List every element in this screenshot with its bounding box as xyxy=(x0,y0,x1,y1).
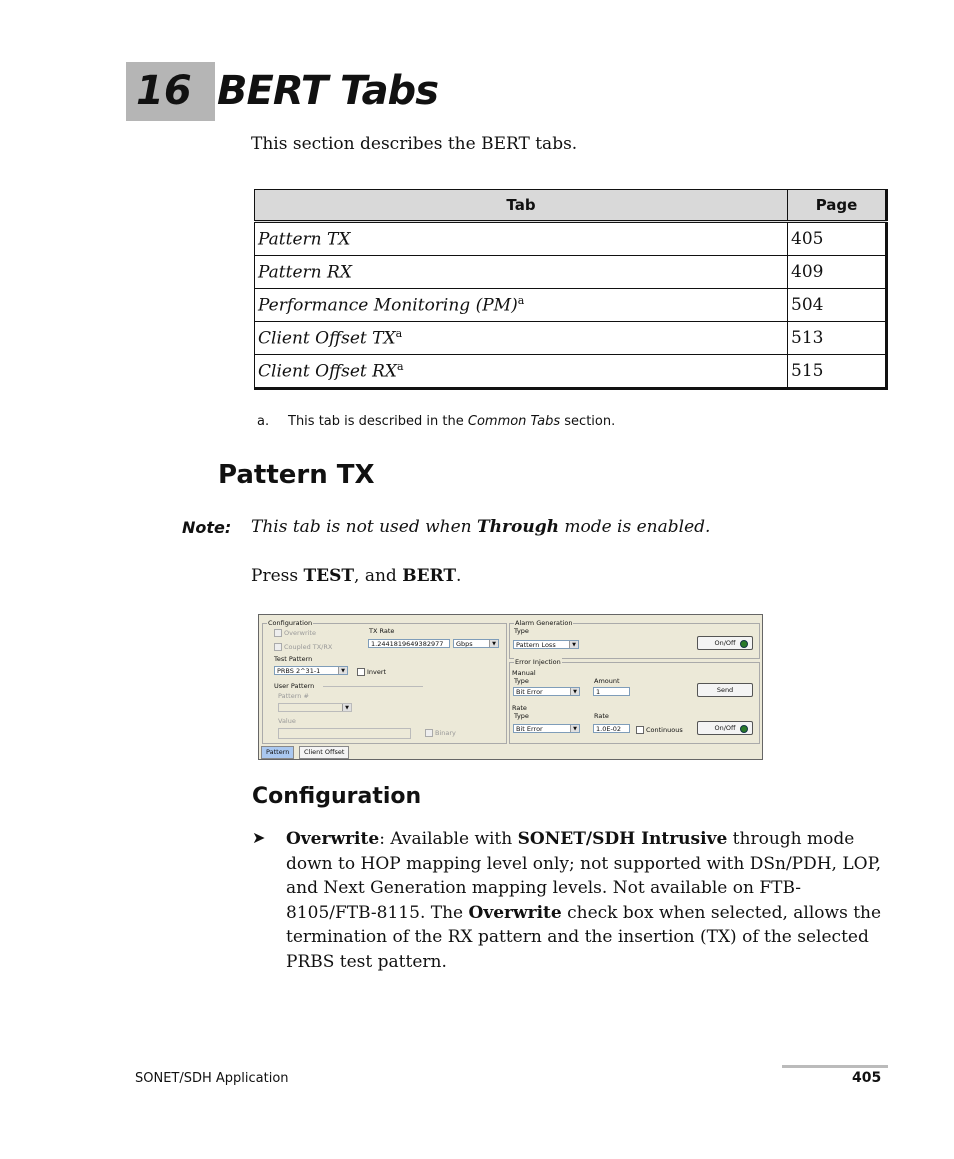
pattern-tx-screenshot xyxy=(258,614,763,760)
alarm-onoff-button[interactable]: On/Off xyxy=(697,636,753,650)
chapter-title: BERT Tabs xyxy=(217,68,438,114)
rate-label: Rate xyxy=(594,712,609,720)
chevron-down-icon: ▼ xyxy=(570,688,579,696)
pattern-number-label: Pattern # xyxy=(278,692,309,700)
footer-title: SONET/SDH Application xyxy=(135,1071,289,1086)
continuous-checkbox[interactable] xyxy=(636,726,644,734)
coupled-label: Coupled TX/RX xyxy=(284,643,333,651)
column-header-page: Page xyxy=(788,190,887,222)
status-led-icon xyxy=(740,725,748,733)
alarm-type-label: Type xyxy=(514,627,529,635)
coupled-checkbox[interactable] xyxy=(274,643,282,651)
manual-type-label: Type xyxy=(514,677,529,685)
test-pattern-select[interactable]: PRBS 2^31-1 ▼ xyxy=(274,666,348,675)
amount-label: Amount xyxy=(594,677,620,685)
chevron-down-icon: ▼ xyxy=(342,704,351,712)
column-header-tab: Tab xyxy=(255,190,788,222)
tab-name-cell: Performance Monitoring (PM)$^a$ xyxy=(255,289,788,322)
rate-onoff-button[interactable]: On/Off xyxy=(697,721,753,735)
table-row xyxy=(255,256,887,289)
pattern-number-select[interactable] xyxy=(278,703,352,712)
table-row xyxy=(255,289,887,322)
error-injection-group: Error Injection xyxy=(509,662,760,744)
continuous-label: Continuous xyxy=(646,726,683,734)
note-label: Note: xyxy=(182,518,232,537)
footer-rule xyxy=(782,1065,888,1068)
rate-type-select[interactable]: Bit Error ▼ xyxy=(513,724,580,733)
tx-rate-input[interactable]: 1.2441819649382977 xyxy=(368,639,450,648)
tx-rate-label: TX Rate xyxy=(369,627,395,635)
chevron-down-icon: ▼ xyxy=(569,641,578,649)
send-button[interactable]: Send xyxy=(697,683,753,697)
chevron-down-icon: ▼ xyxy=(570,725,579,733)
page-cell: 513 xyxy=(788,322,887,355)
rate-section-label: Rate xyxy=(512,704,527,712)
bert-tabs-table xyxy=(254,189,888,390)
bullet-arrow-icon: ➤ xyxy=(252,828,266,847)
overwrite-label: Overwrite xyxy=(284,629,316,637)
note-text: This tab is not used when Through mode is enabled. xyxy=(251,517,711,537)
chevron-down-icon: ▼ xyxy=(489,640,498,648)
divider xyxy=(323,686,423,687)
tab-name-cell: Pattern TX xyxy=(255,222,788,256)
invert-label: Invert xyxy=(367,668,387,676)
manual-label: Manual xyxy=(512,669,536,677)
section-title-pattern-tx: Pattern TX xyxy=(218,460,375,490)
value-input[interactable] xyxy=(278,728,411,739)
page-cell: 405 xyxy=(788,222,887,256)
configuration-group: Configuration xyxy=(262,623,507,744)
tab-name-cell: Client Offset $TX^a$ xyxy=(255,322,788,355)
tab-name-cell: Pattern RX xyxy=(255,256,788,289)
test-pattern-label: Test Pattern xyxy=(274,655,313,663)
chapter-number: 16 xyxy=(126,62,215,121)
section-title-configuration: Configuration xyxy=(252,784,422,809)
rate-input[interactable]: 1.0E-02 xyxy=(593,724,630,733)
status-led-icon xyxy=(740,640,748,648)
tab-client-offset[interactable]: Client Offset xyxy=(299,746,349,759)
page-number: 405 xyxy=(852,1070,882,1086)
tab-name-cell: Client Offset $RX^a$ xyxy=(255,355,788,389)
page-cell: 504 xyxy=(788,289,887,322)
table-footnote: a. This tab is described in the Common Tabs section. xyxy=(257,414,616,429)
table-row xyxy=(255,222,887,256)
value-label: Value xyxy=(278,717,296,725)
invert-checkbox[interactable] xyxy=(357,668,365,676)
tx-rate-unit-select[interactable]: Gbps ▼ xyxy=(453,639,499,648)
overwrite-checkbox[interactable] xyxy=(274,629,282,637)
page-cell: 515 xyxy=(788,355,887,389)
chevron-down-icon: ▼ xyxy=(338,667,347,675)
binary-checkbox[interactable] xyxy=(425,729,433,737)
table-row xyxy=(255,355,887,389)
rate-type-label: Type xyxy=(514,712,529,720)
alarm-generation-group: Alarm Generation xyxy=(509,623,760,659)
manual-type-select[interactable]: Bit Error ▼ xyxy=(513,687,580,696)
amount-input[interactable]: 1 xyxy=(593,687,630,696)
user-pattern-label: User Pattern xyxy=(274,682,315,690)
page-cell: 409 xyxy=(788,256,887,289)
press-instruction: Press TEST, and BERT. xyxy=(251,566,462,586)
intro-text: This section describes the BERT tabs. xyxy=(251,134,578,154)
tab-pattern[interactable]: Pattern xyxy=(261,746,294,759)
alarm-type-select[interactable]: Pattern Loss ▼ xyxy=(513,640,579,649)
overwrite-description: Overwrite: Available with SONET/SDH Intrusive through mode down to HOP mapping level only; not supported with DSn/PDH, LOP, and Next Generation mapping levels. Not available on FTB-8105/FTB-8115. The Overwrite check box when selected, allows the termination of the RX pattern and the insertion (TX) of the selected PRBS test pattern. xyxy=(286,829,882,972)
binary-label: Binary xyxy=(435,729,456,737)
table-row xyxy=(255,322,887,355)
